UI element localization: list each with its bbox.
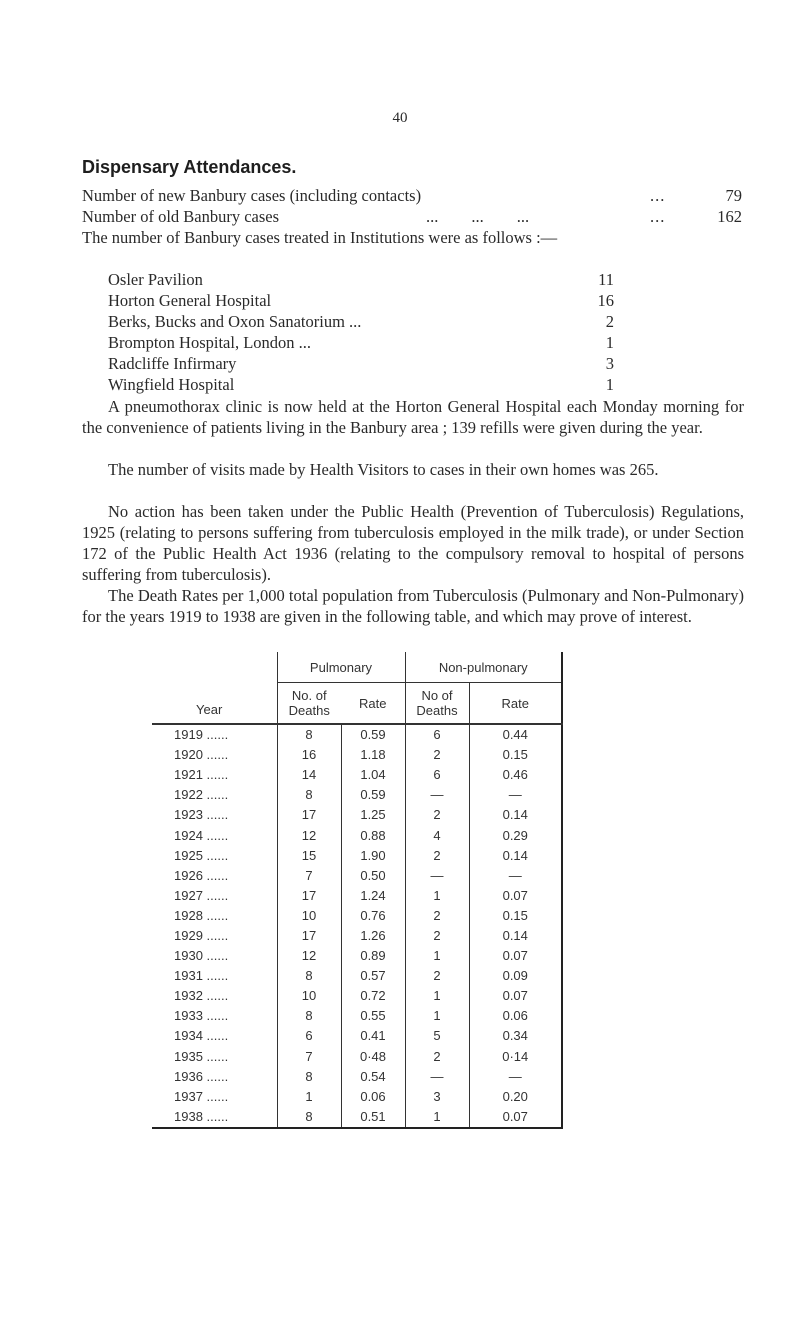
year-cell: 1925 ...... [174, 847, 229, 863]
death-rates-paragraph: The Death Rates per 1,000 total population from Tuberculosis (Pulmonary and Non-Pulmonary) for the years 1919 to 1938 are given in the following table, and which may prove of interest. [82, 586, 744, 626]
pulmonary-deaths-cell: 17 [277, 926, 341, 946]
institution-name: Brompton Hospital, London ... [108, 333, 312, 352]
leader-dots: ... [650, 207, 666, 226]
institution-row [108, 311, 614, 332]
institutions-intro: The number of Banbury cases treated in Institutions were as follows :— [82, 228, 558, 247]
pulmonary-rate-cell: 1.18 [341, 745, 405, 765]
year-cell: 1926 ...... [174, 867, 229, 883]
pulmonary-rate-cell: 0.55 [341, 1006, 405, 1026]
table-row [152, 805, 562, 825]
table-row [152, 906, 562, 926]
non-pulmonary-rate-cell: 0.09 [469, 966, 562, 986]
pulmonary-rate-cell: 0.57 [341, 966, 405, 986]
pulmonary-rate-cell: 0.59 [341, 785, 405, 805]
old-cases-value: 162 [717, 207, 742, 226]
pulmonary-deaths-cell: 8 [277, 1107, 341, 1128]
non-pulmonary-deaths-cell: — [405, 1067, 469, 1087]
non-pulmonary-rate-cell: — [469, 866, 562, 886]
non-pulmonary-rate-cell: 0.14 [469, 805, 562, 825]
non-pulmonary-deaths-cell: 2 [405, 846, 469, 866]
pulmonary-deaths-cell: 8 [277, 966, 341, 986]
year-cell: 1931 ...... [174, 968, 229, 984]
leader-dots: ... ... ... [426, 207, 563, 226]
new-cases-label: Number of new Banbury cases (including contacts) [82, 186, 422, 205]
non-pulmonary-deaths-cell: 2 [405, 926, 469, 946]
year-cell: 1938 ...... [152, 1107, 277, 1128]
pulmonary-rate-cell: 0.54 [341, 1067, 405, 1087]
year-cell: 1920 ...... [174, 747, 229, 763]
non-pulmonary-deaths-cell: 1 [405, 886, 469, 906]
non-pulmonary-rate-cell: 0.07 [469, 946, 562, 966]
institution-row [108, 332, 614, 353]
non-pulmonary-rate-cell: 0.07 [469, 1107, 562, 1128]
institution-count: 1 [605, 333, 614, 352]
non-pulmonary-rate-cell: 0.07 [469, 886, 562, 906]
pulmonary-deaths-cell: 16 [277, 745, 341, 765]
institution-name: Wingfield Hospital [108, 375, 235, 394]
regulations-paragraph: No action has been taken under the Public Health (Prevention of Tuberculosis) Regulations, 1925 (relating to persons suffering from tuberculosis employed in the milk trade), or under Section 172 of the Public Health Act 1936 (relating to the compulsory removal to hospital of persons suffering from tuberculosis). [82, 502, 744, 584]
year-cell: 1932 ...... [174, 988, 229, 1004]
pulmonary-deaths-cell: 8 [277, 785, 341, 805]
pulmonary-rate-cell: 0.51 [341, 1107, 405, 1128]
non-pulmonary-deaths-cell: 2 [405, 906, 469, 926]
institution-count: 1 [605, 375, 614, 394]
pulmonary-rate-cell: 0.89 [341, 946, 405, 966]
non-pulmonary-rate-cell: — [469, 1067, 562, 1087]
institution-row [108, 353, 614, 374]
death-rates-table [152, 652, 563, 1129]
non-pulmonary-deaths-cell: 2 [405, 745, 469, 765]
pulmonary-deaths-cell: 12 [277, 825, 341, 845]
non-pulmonary-rate-cell: 0.07 [469, 986, 562, 1006]
pulmonary-header: Pulmonary [277, 652, 405, 683]
table-row [152, 866, 562, 886]
non-pulmonary-rate-header: Rate [469, 683, 562, 725]
non-pulmonary-deaths-cell: 2 [405, 1047, 469, 1067]
pulmonary-deaths-header: No. of Deaths [277, 683, 341, 725]
pneumothorax-paragraph: A pneumothorax clinic is now held at the Horton General Hospital each Monday morning for the convenience of patients living in the Banbury area ; 139 refills were given during the year. [82, 397, 744, 437]
non-pulmonary-deaths-cell: 3 [405, 1087, 469, 1107]
institution-count: 2 [605, 312, 614, 331]
non-pulmonary-rate-cell: 0.29 [469, 825, 562, 845]
year-cell: 1921 ...... [174, 767, 229, 783]
pulmonary-rate-cell: 0·48 [341, 1047, 405, 1067]
non-pulmonary-rate-cell: 0.15 [469, 745, 562, 765]
pulmonary-deaths-cell: 10 [277, 906, 341, 926]
year-cell: 1928 ...... [174, 907, 229, 923]
non-pulmonary-rate-cell: — [469, 785, 562, 805]
year-cell: 1936 ...... [174, 1068, 229, 1084]
table-row [152, 926, 562, 946]
table-row [152, 724, 562, 745]
pulmonary-deaths-cell: 12 [277, 946, 341, 966]
non-pulmonary-deaths-cell: 5 [405, 1026, 469, 1046]
year-cell: 1935 ...... [174, 1048, 229, 1064]
year-cell: 1929 ...... [174, 927, 229, 943]
pulmonary-rate-header: Rate [341, 683, 405, 725]
non-pulmonary-deaths-cell: — [405, 785, 469, 805]
pulmonary-rate-cell: 0.72 [341, 986, 405, 1006]
year-cell: 1923 ...... [174, 807, 229, 823]
institution-row [108, 269, 614, 290]
pulmonary-rate-cell: 0.41 [341, 1026, 405, 1046]
pulmonary-deaths-cell: 6 [277, 1026, 341, 1046]
non-pulmonary-deaths-cell: 2 [405, 805, 469, 825]
non-pulmonary-deaths-cell: 1 [405, 986, 469, 1006]
table-row [152, 846, 562, 866]
new-cases-line [82, 185, 742, 206]
pulmonary-rate-cell: 1.04 [341, 765, 405, 785]
non-pulmonary-rate-cell: 0.14 [469, 926, 562, 946]
pulmonary-deaths-cell: 17 [277, 805, 341, 825]
year-cell: 1937 ...... [174, 1088, 229, 1104]
non-pulmonary-deaths-cell: 2 [405, 966, 469, 986]
pulmonary-rate-cell: 0.59 [341, 724, 405, 745]
non-pulmonary-rate-cell: 0.46 [469, 765, 562, 785]
institution-name: Berks, Bucks and Oxon Sanatorium ... [108, 312, 362, 331]
table-row [152, 946, 562, 966]
pulmonary-deaths-cell: 8 [277, 1067, 341, 1087]
pulmonary-deaths-cell: 8 [277, 724, 341, 745]
pulmonary-rate-cell: 0.06 [341, 1087, 405, 1107]
table-row [152, 765, 562, 785]
pulmonary-deaths-cell: 7 [277, 1047, 341, 1067]
pulmonary-deaths-cell: 10 [277, 986, 341, 1006]
pulmonary-deaths-cell: 7 [277, 866, 341, 886]
table-row [152, 966, 562, 986]
pulmonary-deaths-cell: 14 [277, 765, 341, 785]
year-cell: 1934 ...... [174, 1028, 229, 1044]
non-pulmonary-deaths-header: No of Deaths [405, 683, 469, 725]
pulmonary-rate-cell: 0.76 [341, 906, 405, 926]
institution-name: Osler Pavilion [108, 270, 203, 289]
table-row [152, 986, 562, 1006]
non-pulmonary-deaths-cell: — [405, 866, 469, 886]
non-pulmonary-deaths-cell: 4 [405, 825, 469, 845]
institution-count: 11 [598, 270, 614, 289]
non-pulmonary-rate-cell: 0.14 [469, 846, 562, 866]
pulmonary-deaths-cell: 15 [277, 846, 341, 866]
institution-row [108, 374, 614, 395]
visits-paragraph: The number of visits made by Health Visitors to cases in their own homes was 265. [108, 460, 659, 479]
year-cell: 1930 ...... [174, 948, 229, 964]
table-row [152, 745, 562, 765]
institution-name: Radcliffe Infirmary [108, 354, 237, 373]
pulmonary-rate-cell: 1.26 [341, 926, 405, 946]
non-pulmonary-header: Non-pulmonary [405, 652, 562, 683]
institution-name: Horton General Hospital [108, 291, 272, 310]
non-pulmonary-rate-cell: 0.15 [469, 906, 562, 926]
table-row [152, 1047, 562, 1067]
pulmonary-deaths-cell: 8 [277, 1006, 341, 1026]
table-row [152, 1067, 562, 1087]
table-row [152, 825, 562, 845]
year-cell: 1919 ...... [174, 727, 229, 743]
non-pulmonary-deaths-cell: 6 [405, 765, 469, 785]
pulmonary-rate-cell: 1.24 [341, 886, 405, 906]
non-pulmonary-deaths-cell: 1 [405, 946, 469, 966]
non-pulmonary-rate-cell: 0·14 [469, 1047, 562, 1067]
table-row [152, 1107, 562, 1128]
non-pulmonary-deaths-cell: 1 [405, 1107, 469, 1128]
non-pulmonary-deaths-cell: 6 [405, 724, 469, 745]
non-pulmonary-deaths-cell: 1 [405, 1006, 469, 1026]
table-row [152, 1026, 562, 1046]
pulmonary-deaths-cell: 1 [277, 1087, 341, 1107]
table-row [152, 1006, 562, 1026]
pulmonary-rate-cell: 1.90 [341, 846, 405, 866]
table-row [152, 886, 562, 906]
table-row [152, 785, 562, 805]
section-heading: Dispensary Attendances. [82, 157, 297, 177]
institution-row [108, 290, 614, 311]
non-pulmonary-rate-cell: 0.44 [469, 724, 562, 745]
pulmonary-rate-cell: 0.50 [341, 866, 405, 886]
institution-count: 16 [597, 291, 614, 310]
new-cases-value: 79 [725, 186, 742, 205]
non-pulmonary-rate-cell: 0.06 [469, 1006, 562, 1026]
pulmonary-rate-cell: 1.25 [341, 805, 405, 825]
non-pulmonary-rate-cell: 0.34 [469, 1026, 562, 1046]
year-cell: 1933 ...... [174, 1008, 229, 1024]
pulmonary-deaths-cell: 17 [277, 886, 341, 906]
old-cases-line [82, 206, 742, 227]
old-cases-label: Number of old Banbury cases [82, 207, 280, 226]
year-header: Year [152, 652, 277, 724]
pulmonary-rate-cell: 0.88 [341, 825, 405, 845]
institution-count: 3 [605, 354, 614, 373]
table-row [152, 1087, 562, 1107]
page-number: 40 [392, 110, 408, 126]
non-pulmonary-rate-cell: 0.20 [469, 1087, 562, 1107]
year-cell: 1924 ...... [174, 827, 229, 843]
year-cell: 1927 ...... [174, 887, 229, 903]
year-cell: 1922 ...... [174, 787, 229, 803]
leader-dots: ... [650, 186, 666, 205]
